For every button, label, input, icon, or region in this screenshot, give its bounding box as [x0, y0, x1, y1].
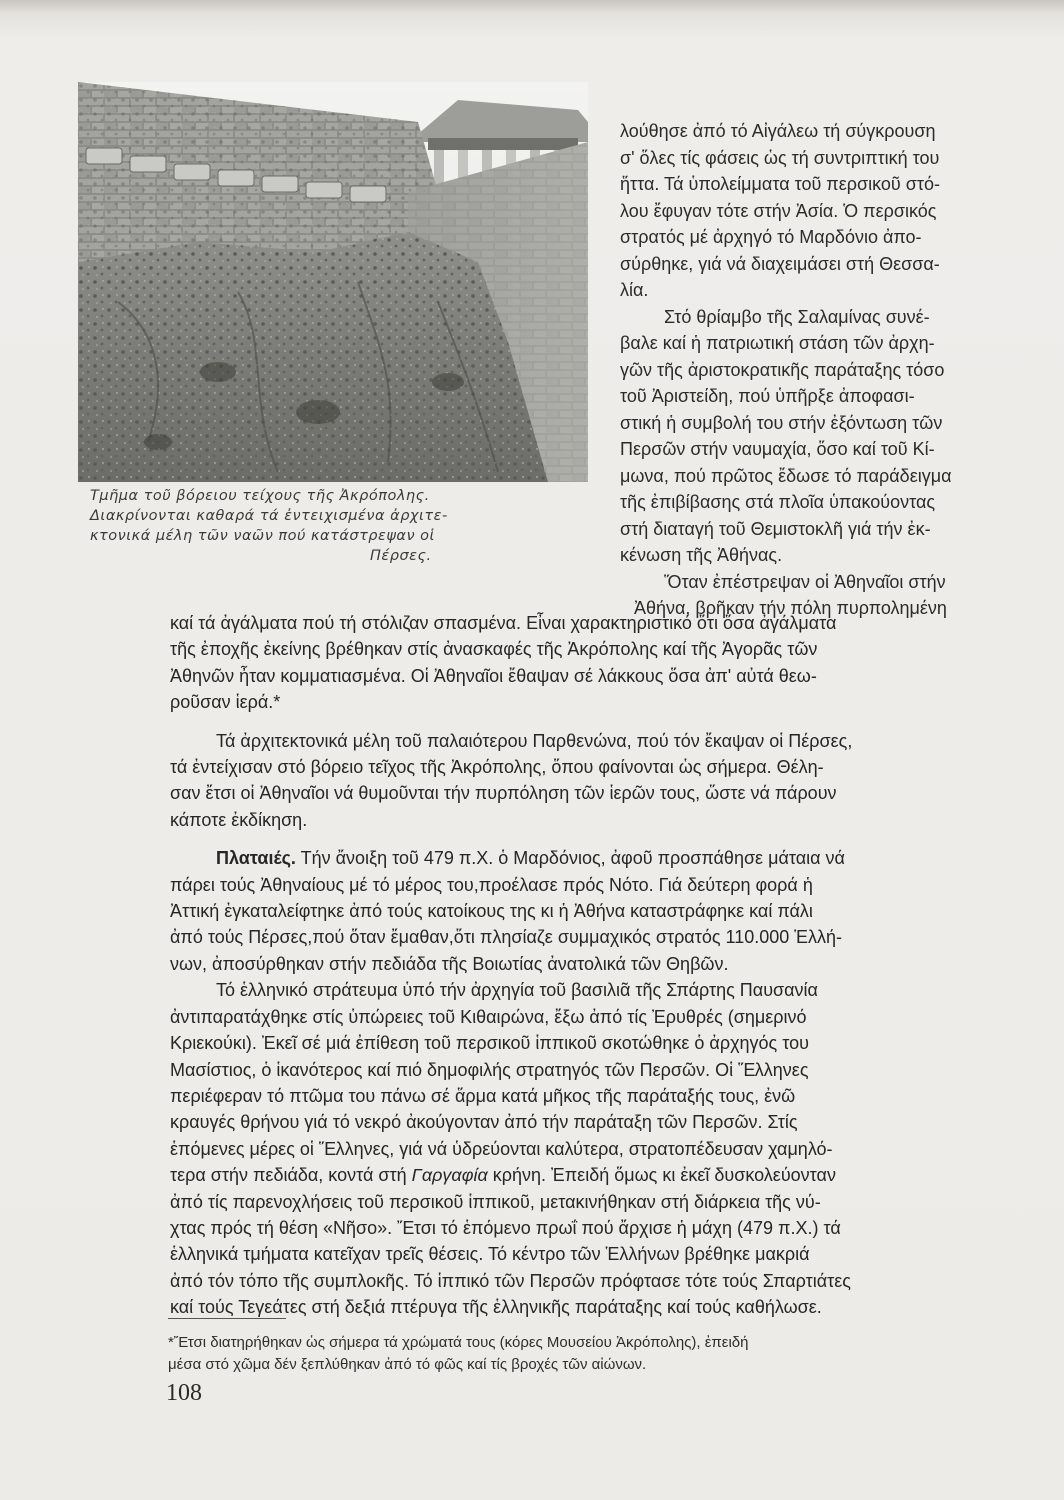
page-number: 108 [166, 1380, 202, 1406]
text-line: ἀντιπαρατάχθηκε στίς ὑπώρειες τοῦ Κιθαιρώνα, ἔξω ἀπό τίς Ἐρυθρές (σημερινό [170, 1006, 807, 1027]
text-line: Μασίστιος, ὁ ἱκανότερος καί πιό δημοφιλής στρατηγός τῶν Περσῶν. Οἱ Ἕλληνες [170, 1059, 809, 1080]
text-line: λία. [620, 280, 649, 300]
acropolis-wall-photo [78, 82, 588, 482]
text-line: κάποτε ἐκδίκηση. [170, 809, 308, 830]
text-line: Ὅταν ἐπέστρεψαν οἱ Ἀθηναῖοι στήν [664, 571, 946, 592]
text-line: Κριεκούκι). Ἐκεῖ σέ μιά ἐπίθεση τοῦ περσικοῦ ἱππικοῦ σκοτώθηκε ὁ ἀρχηγός του [170, 1033, 809, 1054]
footnote-rule [168, 1318, 286, 1319]
text-line: βαλε καί ἡ πατριωτική στάση τῶν ἀρχη- [620, 333, 935, 353]
text-line [170, 845, 1030, 871]
text-line [170, 1162, 1030, 1188]
text-line: πάρει τούς Ἀθηναίους μέ τό μέρος του,προέλασε πρός Νότο. Γιά δεύτερη φορά ἡ [170, 874, 813, 895]
text-line: Τά ἀρχιτεκτονικά μέλη τοῦ παλαιότερου Παρθενώνα, πού τόν ἔκαψαν οἱ Πέρσες, [216, 730, 853, 751]
text-run: Τήν ἄνοιξη τοῦ 479 π.Χ. ὁ Μαρδόνιος, ἀφοῦ προσπάθησε μάταια νά [295, 848, 845, 869]
right-column-text [620, 118, 1030, 622]
footnote-line: *Ἔτσι διατηρήθηκαν ὡς σήμερα τά χρώματά τους (κόρες Μουσείου Ἀκρόπολης), ἐπειδή [168, 1334, 749, 1351]
text-line: χτας πρός τή θέση «Νῆσο». Ἔτσι τό ἑπόμενο πρωΐ πού ἄρχισε ἡ μάχη (479 π.Χ.) τά [170, 1217, 841, 1238]
page-top-edge [0, 0, 1064, 14]
text-line: ἀπό τίς παρενοχλήσεις τοῦ περσικοῦ ἱππικοῦ, μετακινήθηκαν στή διάρκεια τῆς νύ- [170, 1191, 821, 1212]
text-line: κραυγές θρήνου γιά τό νεκρό ἀκούγονταν ἀπό τήν παράταξη τῶν Περσῶν. Στίς [170, 1112, 798, 1133]
text-line: μωνα, πού πρῶτος ἔδωσε τό παράδειγμα [620, 465, 952, 486]
text-line: τῆς ἐποχῆς ἐκείνης βρέθηκαν στίς ἀνασκαφές τῆς Ἀκρόπολης καί τῆς Ἀγορᾶς τῶν [170, 639, 818, 660]
text-line: Ἀθήνα, βρῆκαν τήν πόλη πυρπολημένη [634, 598, 947, 618]
text-line: λου ἔφυγαν τότε στήν Ἀσία. Ὁ περσικός [620, 200, 937, 221]
text-line: ἑπόμενες μέρες οἱ Ἕλληνες, γιά νά ὑδρεύονται καλύτερα, στρατοπέδευσαν χαμηλό- [170, 1138, 833, 1159]
text-line: σύρθηκε, γιά νά διαχειμάσει στή Θεσσα- [620, 253, 940, 274]
text-line: Ἀθηνῶν ἦταν κομματιασμένα. Οἱ Ἀθηναῖοι ἔθαψαν σέ λάκκους ὅσα ἀπ' αὐτά θεω- [170, 665, 817, 686]
text-line: στή διαταγή τοῦ Θεμιστοκλῆ γιά τήν ἐκ- [620, 518, 931, 539]
text-line: στρατός μέ ἀρχηγό τό Μαρδόνιο ἀπο- [620, 227, 922, 247]
text-line: τοῦ Ἀριστείδη, πού ὑπῆρξε ἀποφασι- [620, 386, 915, 406]
caption-line: Τμῆμα τοῦ βόρειου τείχους τῆς Ἀκρόπολης. [90, 488, 430, 504]
text-line: ἀπό τούς Πέρσες,πού ὅταν ἔμαθαν,ὅτι πλησίαζε συμμαχικός στρατός 110.000 Ἑλλή- [170, 927, 843, 948]
italic-place-name: Γαργαφία [411, 1165, 488, 1186]
text-line: Περσῶν στήν ναυμαχία, ὅσο καί τοῦ Κί- [620, 439, 935, 459]
text-line: κένωση τῆς Ἀθήνας. [620, 545, 783, 565]
text-line: λούθησε ἀπό τό Αἰγάλεω τή σύγκρουση [620, 121, 936, 141]
text-line: ἥττα. Τά ὑπολείμματα τοῦ περσικοῦ στό- [620, 174, 940, 194]
text-line: τῆς ἐπιβίβασης στά πλοῖα ὑπακούοντας [620, 492, 936, 512]
caption-line: Διακρίνονται καθαρά τά ἐντειχισμένα ἀρχιτε- [90, 508, 448, 524]
caption-line: κτονικά μέλη τῶν ναῶν πού κατάστρεψαν οἱ [90, 528, 435, 544]
text-line: καί τούς Τεγεάτες στή δεξιά πτέρυγα τῆς ἑλληνικῆς παράταξης καί τούς καθήλωσε. [170, 1297, 822, 1318]
text-line: σαν ἔτσι οἱ Ἀθηναῖοι νά θυμοῦνται τήν πυρπόληση τῶν ἱερῶν τους, ὥστε νά πάρουν [170, 783, 837, 804]
text-run: τερα στήν πεδιάδα, κοντά στή [170, 1165, 412, 1186]
text-line: ἀπό τόν τόπο τῆς συμπλοκῆς. Τό ἱππικό τῶν Περσῶν πρόφτασε τότε τούς Σπαρτιάτες [170, 1270, 851, 1291]
photo-caption [90, 486, 570, 566]
footnote-line: μέσα στό χῶμα δέν ξεπλύθηκαν ἀπό τό φῶς καί τίς βροχές τῶν αἰώνων. [168, 1356, 647, 1373]
text-line: νων, ἀποσύρθηκαν στήν πεδιάδα τῆς Βοιωτίας ἀνατολικά τῶν Θηβῶν. [170, 953, 729, 974]
text-line: στική ἡ συμβολή του στήν ἐξόντωση τῶν [620, 412, 943, 433]
text-line: περιέφεραν τό πτῶμα του πάνω σέ ἅρμα κατά μῆκος τῆς παράταξής τους, ἐνῶ [170, 1085, 796, 1106]
text-line: τά ἐντείχισαν στό βόρειο τεῖχος τῆς Ἀκρόπολης, ὅπου φαίνονται ὡς σήμερα. Θέλη- [170, 757, 824, 778]
section-heading: Πλαταιές. [216, 848, 296, 869]
main-body-text [170, 610, 1030, 1321]
text-line: Ἀττική ἐγκαταλείφτηκε ἀπό τούς κατοίκους της κι ἡ Ἀθήνα καταστράφηκε καί πάλι [170, 901, 813, 922]
text-line: ροῦσαν ἱερά.* [170, 692, 281, 713]
text-line: ἑλληνικά τμήματα κατεῖχαν τρεῖς θέσεις. Τό κέντρο τῶν Ἑλλήνων βρέθηκε μακριά [170, 1244, 810, 1265]
text-line: Στό θρίαμβο τῆς Σαλαμίνας συνέ- [664, 306, 930, 327]
text-line: Τό ἑλληνικό στράτευμα ὑπό τήν ἀρχηγία τοῦ βασιλιᾶ τῆς Σπάρτης Παυσανία [216, 980, 818, 1001]
caption-line: Πέρσες. [370, 548, 432, 564]
text-line: σ' ὅλες τίς φάσεις ὡς τή συντριπτική του [620, 147, 940, 168]
text-line: καί τά ἀγάλματα πού τή στόλιζαν σπασμένα. Εἶναι χαρακτηριστικό ὅτι ὅσα ἀγάλματα [170, 613, 837, 633]
text-run: κρήνη. Ἐπειδή ὅμως κι ἐκεῖ δυσκολεύονταν [487, 1165, 836, 1186]
footnote [168, 1332, 1028, 1376]
text-line: γῶν τῆς ἀριστοκρατικῆς παράταξης τόσο [620, 359, 945, 380]
